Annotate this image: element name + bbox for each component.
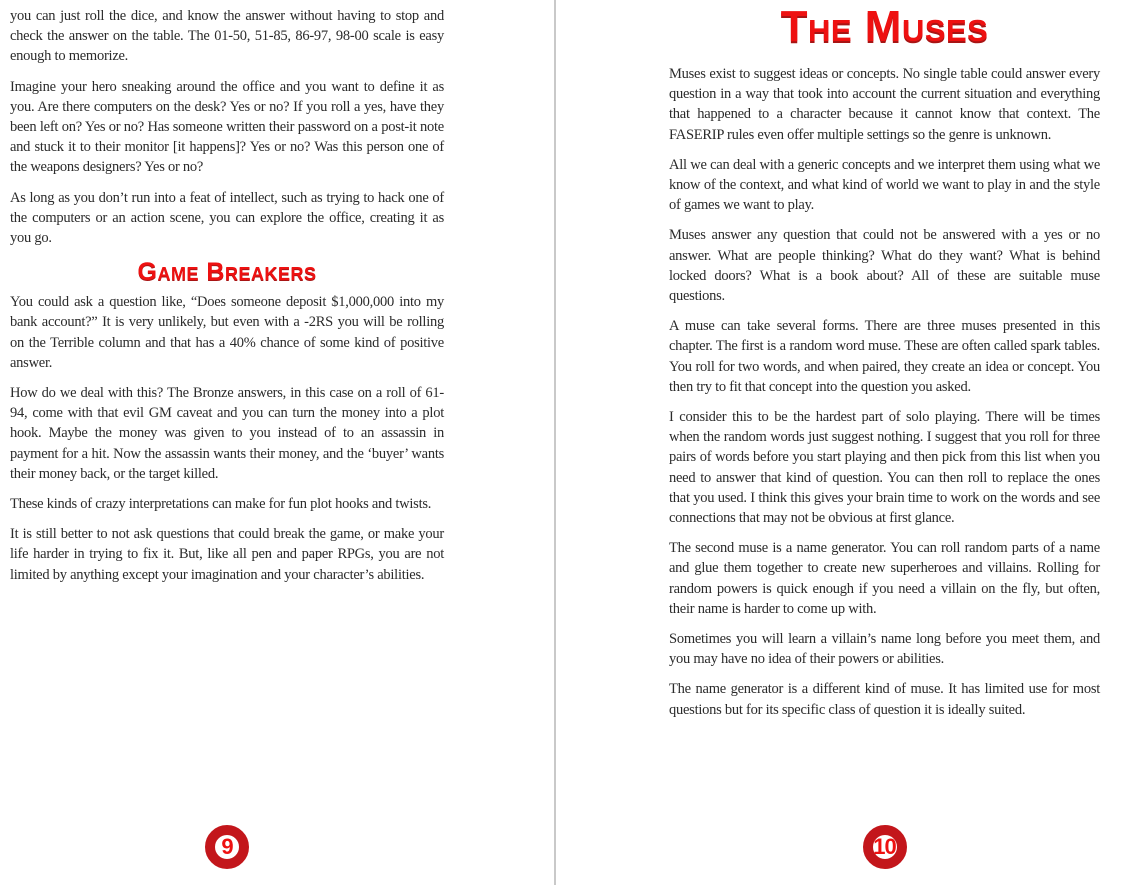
paragraph: These kinds of crazy interpretations can make for fun plot hooks and twists. — [10, 496, 432, 513]
paragraph: As long as you don’t run into a feat of intellect, such as trying to hack one of the computers or an action scene, you can explore the office, creating it as you go. — [10, 189, 444, 247]
page-number: 10 — [873, 834, 896, 859]
paragraph: You could ask a question like, “Does someone deposit $1,000,000 into my bank account?” It is very unlikely, but even with a -2RS you will be rolling on the Terrible column and that has a 40% chance of some kind of positive answer. — [10, 294, 444, 371]
page-number-badge — [863, 825, 907, 869]
page-number-row — [10, 825, 444, 869]
section-heading-game-breakers: Game Breakers — [137, 258, 317, 287]
paragraph: How do we deal with this? The Bronze answers, in this case on a roll of 61-94, come with that evil GM caveat and you can turn the money into a plot hook. Maybe the money was given to you instead of to an assassin in payment for a hit. Now the assassin wants their money, and the ‘buyer’ wants their money back, or the target killed. — [10, 385, 444, 482]
page-number-badge — [205, 825, 249, 869]
page-number-row — [669, 825, 1100, 869]
paragraph: Muses exist to suggest ideas or concepts. No single table could answer every question in a way that took into account the current situation and everything that happened to a character because it cannot know that context. The FASERIP rules even offer multiple settings so the genre is unknown. — [669, 66, 1100, 143]
chapter-title: The Muses — [780, 2, 989, 51]
paragraph: Muses answer any question that could not be answered with a yes or no answer. What are people thinking? What do they want? What is behind locked doors? What is a book about? All of these are suitable muse questions. — [669, 227, 1100, 305]
paragraph: The second muse is a name generator. You can roll random parts of a name and glue them together to create new superheroes and villains. Rolling for random powers is quick enough if you need a villain on the fly, but often, their name is harder to come up with. — [669, 540, 1100, 617]
paragraph: All we can deal with a generic concepts and we interpret them using what we know of the context, and what kind of world we want to play in and the style of games we want to play. — [669, 156, 1100, 214]
paragraph: I consider this to be the hardest part of solo playing. There will be times when the random words just suggest nothing. I suggest that you roll for three pairs of words before you start playing and then pick from this list when you need to answer that kind of question. You can then roll to replace the ones that you used. I think this gives your brain time to work on the words and see connections that may not be obvious at first glance. — [669, 409, 1100, 527]
paragraph: you can just roll the dice, and know the answer without having to stop and check the answer on the table. The 01-50, 51-85, 86-97, 98-00 scale is easy enough to memorize. — [10, 8, 444, 65]
page-left — [0, 0, 556, 885]
page-number: 9 — [221, 834, 233, 859]
paragraph: Imagine your hero sneaking around the office and you want to define it as you. Are there computers on the desk? Yes or no? If you roll a yes, have they been left on? Yes or no? Has someone written their password on a post-it note and stuck it to their monitor [it happens]? Yes or no? Was this person one of the weapons designers? Yes or no? — [10, 78, 444, 176]
paragraph: It is still better to not ask questions that could break the game, or make your life harder in trying to fix it. But, like all pen and paper RPGs, you are not limited by anything except your imagination and your character’s abilities. — [10, 526, 444, 583]
paragraph: Sometimes you will learn a villain’s name long before you meet them, and you may have no idea of their powers or abilities. — [669, 631, 1100, 668]
paragraph: The name generator is a different kind of muse. It has limited use for most questions but for its specific class of question it is ideally suited. — [669, 681, 1100, 718]
paragraph: A muse can take several forms. There are three muses presented in this chapter. The first is a random word muse. These are often called spark tables. You roll for two words, and when paired, they create an idea or concept. You then try to fit that concept into the question you asked. — [669, 318, 1100, 395]
page-right — [556, 0, 1122, 885]
